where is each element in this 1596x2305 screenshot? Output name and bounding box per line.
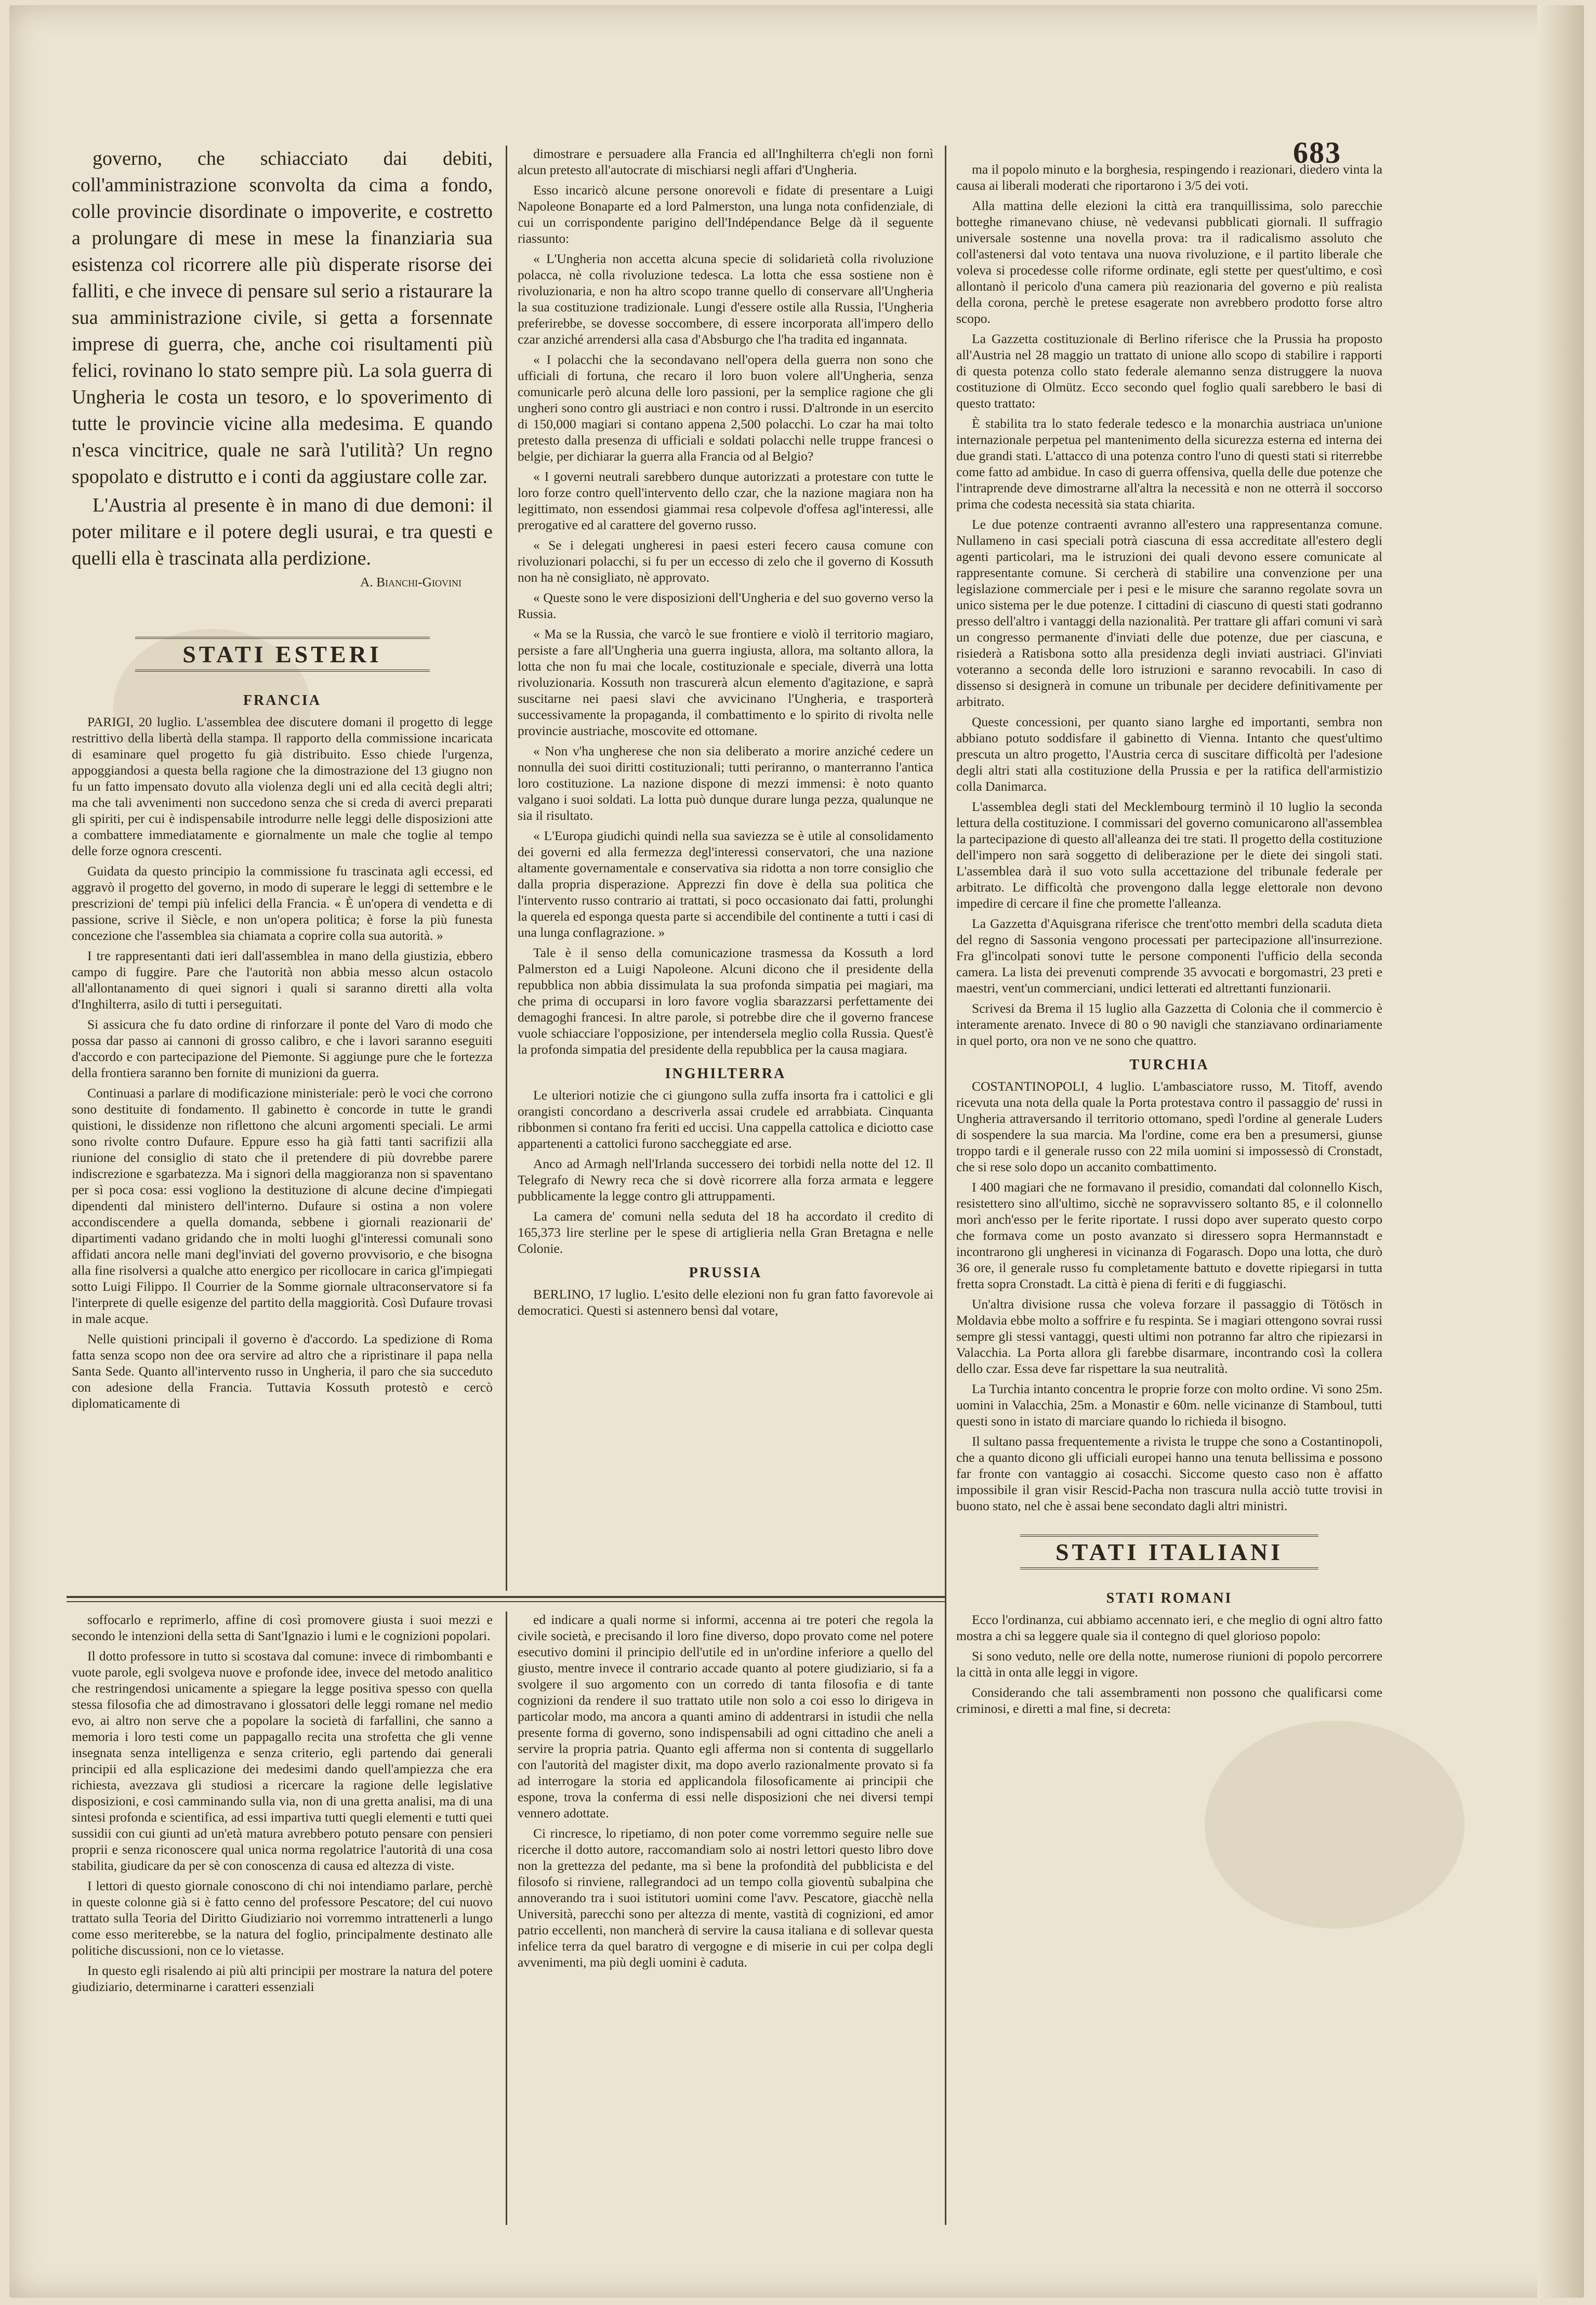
article-signature: A. Bianchi-Giovini (360, 574, 461, 590)
paragraph: La Gazzetta costituzionale di Berlino riferisce che la Prussia ha proposto all'Austria nel 28 maggio un trattato di unione allo scopo di stabilire i rapporti di questa potenza collo stato federale alemanno senza distruggere la nuova costituzione di Olmütz. Ecco secondo quel foglio quali sarebbero le basi di questo trattato: (956, 331, 1382, 411)
paragraph: Alla mattina delle elezioni la città era tranquillissima, solo parecchie botteghe rimanevano chiuse, nè vedevansi pubblicati giornali. Il suffragio universale sostenne una novella prova: tra il radicalismo assoluto che coll'astenersi dal voto tentava una nuova rivoluzione, e il partito liberale che voleva si procedesse colle riforme ordinate, egli stette per quest'ultimo, e così allontanò il pericolo d'una camera più reazionaria del governo e più realista della corona, perchè le pretese esagerate non avrebbero prodotto forse altro scopo. (956, 198, 1382, 326)
subtitle-stati-romani: STATI ROMANI (1106, 1590, 1233, 1606)
column-3 (956, 161, 1382, 2235)
paragraph: Si assicura che fu dato ordine di rinforzare il ponte del Varo di modo che possa dar passo ai cannoni di grosso calibro, e che i lavori saranno eseguiti d'accordo e con partecipazione del Piemonte. Si aggiunge pure che le fortezza della frontiera saranno ben fornite di munizioni da guerra. (72, 1017, 493, 1080)
paragraph: Anco ad Armagh nell'Irlanda successero dei torbidi nella notte del 12. Il Telegrafo di Newry reca che si dovè ricorrere alla forza armata e leggere pubblicamente la legge contro gli attruppamenti. (518, 1156, 933, 1203)
paragraph: La Gazzetta d'Aquisgrana riferisce che trent'otto membri della scaduta dieta del regno di Sassonia vengono processati per partecipazione all'insurrezione. Fra gl'incolpati sonovi tutte le persone componenti l'ufficio della seconda camera. La lista dei prevenuti comprende 35 avvocati e borgomastri, 23 preti e maestri, vent'un commerciani, undici letterati ed altrettanti funzionarii. (956, 916, 1382, 996)
paragraph: « Queste sono le vere disposizioni dell'Ungheria e del suo governo verso la Russia. (518, 590, 933, 621)
paragraph: Nelle quistioni principali il governo è d'accordo. La spedizione di Roma fatta senza scopo non dee ora servire ad altro che a ripristinare il papa nella Santa Sede. Quanto all'intervento russo in Ungheria, il paro che sia succeduto con adesione della Francia. Tuttavia Kossuth protestò e cercò diplomaticamente di (72, 1331, 493, 1411)
subtitle-inghilterra: INGHILTERRA (665, 1066, 786, 1082)
paragraph: In questo egli risalendo ai più alti principii per mostrare la natura del potere giudiziario, determinarne i caratteri essenziali (72, 1963, 493, 1994)
paragraph: Scrivesi da Brema il 15 luglio alla Gazzetta di Colonia che il commercio è interamente arenato. Invece di 80 o 90 navigli che stanziavano ordinariamente in quel porto, ora non ve ne sono che quattro. (956, 1001, 1382, 1048)
paragraph: ed indicare a quali norme si informi, accenna ai tre poteri che regola la civile società, e precisando il loro fine diverso, dopo provato come nel potere esecutivo domini il principio dell'utile ed in un'ordine inferiore a quello del giusto, mentre invece il contrario accade quanto al potere giudiziario, si fa a svolgere il suo argomento con un corredo di tanta filosofia e di tante cognizioni da rendere il suo trattato utile non solo a coi esso lo dirigeva in particolar modo, ma ancora a quanti amino di addentrarsi in istudii che nella presente forma di governo, sono indispensabili ad ogni cittadino che aneli a servire la propria patria. Quanto egli afferma non si contenta di suggellarlo con l'autorità del magister dixit, ma dopo averlo razionalmente provato si fa ad interrogare la storia ed applicandola filosoficamente ai principii che espone, trova la conferma di essi nelle disposizioni che nei diversi tempi vennero adottate. (518, 1612, 933, 1821)
paragraph: I 400 magiari che ne formavano il presidio, comandati dal colonnello Kisch, resistettero sino all'ultimo, sicchè ne sopravvissero soltanto 85, e il colonnello morì anch'esso per le ferite riportate. I russi dopo aver superato questo corpo che formava come un posto avanzato si diressero sopra Hermannstadt e incontrarono gli ungheresi in vicinanza di Fogarasch. Dopo una lotta, che durò 36 ore, il generale russo fu completamente battuto e dovette ripiegarsi in tutta fretta sopra Cronstadt. La città è piena di feriti e di fuggiaschi. (956, 1180, 1382, 1291)
paragraph: dimostrare e persuadere alla Francia ed all'Inghilterra ch'egli non fornì alcun pretesto all'autocrate di mischiarsi negli affari d'Ungheria. (518, 146, 933, 177)
feuilleton-left (72, 1612, 493, 2230)
paragraph: Un'altra divisione russa che voleva forzare il passaggio di Tötösch in Moldavia ebbe molto a soffrire e fu respinta. Se i magiari ottengono sovrai russi sempre gli stessi vantaggi, questi ultimi non potranno far altro che ripiezarsi in Valacchia. La Porta allora gli farebbe disarmare, incontrando così la collera dello czar. Essa deve far rispettare la sua neutralità. (956, 1296, 1382, 1376)
paragraph: Tale è il senso della comunicazione trasmessa da Kossuth a lord Palmerston ed a Luigi Napoleone. Alcuni dicono che il presidente della repubblica non abbia dissimulata la sua profonda simpatia pei magiari, ma che prima di occuparsi in loro favore voglia sbarazzarsi perfettamente dei demagoghi francesi. In altre parole, si potrebbe dire che il governo francese vuole schiacciare l'opposizione, per intendersela meglio colla Russia. Quest'è la profonda simpatia del presidente della repubblica per la causa magiara. (518, 945, 933, 1057)
opening-article (72, 146, 493, 572)
paragraph: COSTANTINOPOLI, 4 luglio. L'ambasciatore russo, M. Titoff, avendo ricevuta una nota della quale la Porta protestava contro il passaggio de' russi in Ungheria attraversando il territorio ottomano, spedì l'ordine al generale Luders di sospendere la sua marcia. Ma l'ordine, come era ben a presumersi, giunse troppo tardi e il generale russo con 22 mila uomini si impossessò di Cronstadt, che si rese solo dopo un accanito combattimento. (956, 1079, 1382, 1174)
paragraph: Ci rincresce, lo ripetiamo, di non poter come vorremmo seguire nelle sue ricerche il dotto autore, raccomandiam solo ai nostri lettori questo libro dove non la grettezza del pedante, ma sì bene la profondità del pubblicista e del filosofo si rinviene, rallegrandoci ad un tempo colla gioventù subalpina che annoverando tra i suoi istitutori uomini come l'avv. Pescatore, giacchè nella Università, parecchi sono per altezza di mente, vastità di cognizioni, ed amor patrio eccellenti, non mancherà di servire la causa italiana e di sollevar questa infelice terra da quel baratro di vergogne e di miserie in cui per colpa degli avvenimenti, ma più degli uomini è caduta. (518, 1826, 933, 1970)
paragraph: « Non v'ha ungherese che non sia deliberato a morire anziché cedere un nonnulla dei suoi diritti costituzionali; tutti periranno, o manterranno l'antica loro costituzione. La nazione dispone di mezzi immensi: è noto quanto valgano i suoi soldati. La lotta può dunque durare lunga pezza, qualunque ne sia il risultato. (518, 743, 933, 823)
paragraph: PARIGI, 20 luglio. L'assemblea dee discutere domani il progetto di legge restrittivo della libertà della stampa. Il rapporto della commissione incaricata di esaminare quel progetto fu già distribuito. Esso chiede l'urgenza, appoggiandosi a questa bella ragione che la dimostrazione del 13 giugno non fu un fatto impensato dovuto alla violenza degli uni ed alla cecità degli altri; ma che tali avvenimenti non succedono senza che si creda di averci preparati gli spiriti, per cui è indispensabile introdurre nelle leggi delle disposizioni atte a combattere immediatamente e giornalmente un male che toglie al tempo delle forze ognora crescenti. (72, 714, 493, 858)
page-edge (1537, 5, 1584, 2298)
column-divider (506, 1612, 507, 2225)
section-title-stati-esteri: STATI ESTERI (72, 637, 493, 672)
column-divider (945, 146, 946, 2225)
column-1 (72, 146, 493, 1586)
paragraph: ma il popolo minuto e la borghesia, respingendo i reazionari, diedero vinta la causa ai liberali moderati che riportarono i 3/5 dei voti. (956, 162, 1382, 193)
paragraph: « Ma se la Russia, che varcò le sue frontiere e violò il territorio magiaro, persiste a fare all'Ungheria una guerra ingiusta, allora, ma soltanto allora, la lotta che non fu mai che locale, costituzionale e speciale, diverrà una lotta rivoluzionaria. Kossuth non trascurerà alcun elemento d'agitazione, e saprà suscitarne nei paesi slavi che avvicinano l'Ungheria, e trasporterà successivamente la propaganda, il combattimento e lo spirito di rivolta nelle provincie austriache, moscovite ed ottomane. (518, 626, 933, 738)
page-number: 683 (1293, 136, 1341, 169)
paragraph: BERLINO, 17 luglio. L'esito delle elezioni non fu gran fatto favorevole ai democratici. Questi si astennero bensì dal votare, (518, 1287, 933, 1318)
newspaper-page (9, 5, 1584, 2298)
paragraph: Si sono veduto, nelle ore della notte, numerose riunioni di popolo percorrere la città in onta alle leggi in vigore. (956, 1648, 1382, 1680)
paragraph: « L'Ungheria non accetta alcuna specie di solidarietà colla rivoluzione polacca, nè colla rivoluzione tedesca. La lotta che essa sostiene non è rivoluzionaria, e non ha altro scopo tranne quello di conservare all'Ungheria la sua costituzione tradizionale. Lungi d'essere ostile alla Russia, l'Ungheria preferirebbe, se dovesse soccombere, di essere incorporata all'impero dello czar anziché arrendersi alla casa d'Absburgo che l'ha tradita ed ingannata. (518, 251, 933, 347)
feuilleton-separator (67, 1596, 945, 1598)
section-title-stati-italiani: STATI ITALIANI (956, 1535, 1382, 1569)
paragraph: L'assemblea degli stati del Mecklembourg terminò il 10 luglio la seconda lettura della costituzione. I commissari del governo comunicarono all'assemblea la partecipazione di questo all'alleanza dei tre stati. Il progetto della costituzione dell'impero non sarà soggetto di deliberazione per le diete dei singoli stati. L'assemblea darà il suo voto sulla accettazione del tribunale federale per arbitrato. Le difficoltà che provengono dalla legge elettorale non devono impedire di cercare il fine che promette l'alleanza. (956, 799, 1382, 911)
paragraph: « L'Europa giudichi quindi nella sua saviezza se è utile al consolidamento dei governi ed alla fermezza degl'interessi conservatori, che una nazione altamente governamentale e conservativa sia ridotta a non torre consiglio che dalla propria disperazione. Apprezzi fin dove è della sua politica che l'intervento russo contrario ai trattati, si poco occasionato dai fatti, prolunghi la querela ed esponga questa parte si accendibile del continente a tutti i casi di una lunga conflagrazione. » (518, 828, 933, 940)
paragraph: È stabilita tra lo stato federale tedesco e la monarchia austriaca un'unione internazionale perpetua pel mantenimento della sicurezza esterna ed interna dei due grandi stati. L'attacco di una potenza contro l'uno di questi stati si riterrebbe come fatto ad ambidue. In caso di guerra offensiva, quella delle due potenze che l'intraprende deve dimostrarne all'altra la necessità e non ne otterrà il soccorso prima che codesta necessità sia stata chiarita. (956, 416, 1382, 512)
paragraph: « Se i delegati ungheresi in paesi esteri fecero causa comune con rivoluzionari polacchi, si fu per un eccesso di zelo che il governo di Kossuth non ha nè consigliato, nè approvato. (518, 538, 933, 585)
subtitle-prussia: PRUSSIA (689, 1265, 762, 1281)
paragraph: Considerando che tali assembramenti non possono che qualificarsi come criminosi, e diretti a mal fine, si decreta: (956, 1685, 1382, 1716)
paragraph: « I polacchi che la secondavano nell'opera della guerra non sono che ufficiali di fortuna, che recaro il loro buon volere all'Ungheria, senza comunicarle però alcuna delle loro passioni, per la semplice ragione che gli ungheri sono contro gli austriaci e non contro i russi. D'altronde in un esercito di 150,000 magiari si contano appena 2,500 polacchi. Lo czar ha mai tolto pretesto dalla presenza di ufficiali e soldati polacchi nelle truppe francesi o belgie, per dichiarar la guerra alla Francia od al Belgio? (518, 352, 933, 464)
column-divider (506, 146, 507, 1591)
paragraph: « I governi neutrali sarebbero dunque autorizzati a protestare con tutte le loro forze contro quell'intervento dello czar, che la nazione magiara non ha legittimato, non essendosi giammai resa colpevole d'offesa agl'interessi, alle prerogative ed al carattere del governo russo. (518, 469, 933, 532)
paragraph: Queste concessioni, per quanto siano larghe ed importanti, sembra non abbiano potuto soddisfare il gabinetto di Vienna. Intanto che quest'ultimo prescuta un altro progetto, l'Austria cerca di suscitare difficoltà per l'adesione degli altri stati alla costituzione della Prussia e per la ratifica dell'armistizio colla Danimarca. (956, 714, 1382, 794)
paragraph: Il dotto professore in tutto si scostava dal comune: invece di rimbombanti e vuote parole, egli svolgeva nuove e profonde idee, invece del metodo analitico che restringendosi unicamente a spiegare la legge positiva spesso con quella stessa filosofia che ad dimostravano i glossatori delle leggi romane nel medio evo, ai altro non serve che a popolare la società di farfallini, che sanno a memoria i loro testi come un pappagallo recita una strofetta che gli venne insegnata senza intelligenza e senza criterio, egli partendo dai generali principii ed alla esplicazione dei medesimi dando quell'ampiezza che era richiesta, avezzava gli studiosi a ricercare la ragione delle legislative disposizioni, e così camminando sulla via, non di una gretta analisi, ma di una sintesi profonda e scientifica, ad essi impartiva tutti quegli elementi e tutti quei sussidii con cui giunti ad un'età matura avrebbero potuto pensare con pensieri proprii e senza riconoscere qual unica norma regolatrice l'autorità di una cosa stabilita, giudicare da per sè con conoscenza di causa ed altezza di viste. (72, 1648, 493, 1873)
subtitle-turchia: TURCHIA (1129, 1057, 1209, 1073)
paragraph: Le ulteriori notizie che ci giungono sulla zuffa insorta fra i cattolici e gli orangisti concordano a descriverla assai crudele ed arrabbiata. Cinquanta ribbonmen si contano fra feriti ed uccisi. Una cappella cattolica e diciotto case appartenenti a cattolici furono saccheggiate ed arse. (518, 1088, 933, 1151)
feuilleton-middle (518, 1612, 933, 2230)
paragraph: Guidata da questo principio la commissione fu trascinata agli eccessi, ed aggravò il progetto del governo, in modo di superare le leggi di settembre e le prescrizioni de' tempi più infelici della Francia. « È un'opera di vendetta e di passione, scrive il Siècle, e non un'opera politica; è forse la più funesta concezione che l'assemblea sia chiamata a coprire colla sua autorità. » (72, 863, 493, 943)
feuilleton-separator (67, 1601, 945, 1602)
paragraph: governo, che schiacciato dai debiti, coll'amministrazione sconvolta da cima a fondo, colle provincie disordinate o impoverite, e costretto a prolungare di mese in mese la finanziaria sua esistenza col ricorrere alle più disperate risorse dei falliti, e che invece di pensare sul serio a ristaurare la sua amministrazione civile, si getta a forsennate imprese di guerra, che, anche coi risultamenti più felici, rovinano lo stato sempre più. La sola guerra di Ungheria le costa un tesoro, e lo spoverimento di tutte le provincie vicine alla medesima. E quando n'esca vincitrice, quale ne sarà l'utilità? Un regno spopolato e distrutto e i conti da aggiustare colle zar. (72, 148, 493, 488)
column-2 (518, 146, 933, 1586)
paragraph: L'Austria al presente è in mano di due demoni: il poter militare e il potere degli usurai, e tra questi e quelli ella è trascinata alla perdizione. (72, 494, 493, 569)
paragraph: La Turchia intanto concentra le proprie forze con molto ordine. Vi sono 25m. uomini in Valacchia, 25m. a Monastir e 60m. nelle vicinanze di Stamboul, tutti questi sono in istato di marciare quando lo richieda il bisogno. (956, 1381, 1382, 1429)
paragraph: I lettori di questo giornale conoscono di chi noi intendiamo parlare, perchè in queste colonne già si è fatto cenno del professore Pescatore; del cui nuovo trattato sulla Teoria del Diritto Giudiziario noi vorremmo intrattenerli a lungo come esso meriterebbe, se la natura del foglio, principalmente destinato alle politiche discussioni, non ce lo vietasse. (72, 1878, 493, 1958)
paragraph: Le due potenze contraenti avranno all'estero una rappresentanza comune. Nullameno in casi speciali potrà ciascuna di essa accreditate all'estero degli agenti particolari, ma le istruzioni dei quali devono essere comunicate al rappresentante comune. Si cercherà di stabilire una convenzione per una legislazione commerciale per i pesi e le misure che saranno regolate sovra un unico sistema per le due potenze. I cittadini di ciascuno di questi stati godranno presso dell'altro i vantaggi della nazionalità. Per trattare gli affari comuni vi sarà un congresso permanente d'inviati delle due potenze, due per ciascuna, e risiederà a Ratisbona sotto alla presidenza degli inviati austriaci. Gl'inviati voteranno a seconda delle loro istruzioni e saranno revocabili. In caso di dissenso si designerà in comune un tribunale per decidere definitivamente per arbitrato. (956, 517, 1382, 709)
paragraph: Esso incaricò alcune persone onorevoli e fidate di presentare a Luigi Napoleone Bonaparte ed a lord Palmerston, una lunga nota confidenziale, di cui un corrispondente parigino dell'Indépendance Belge dà il seguente riassunto: (518, 182, 933, 246)
subtitle-francia: FRANCIA (243, 692, 322, 709)
paragraph: Ecco l'ordinanza, cui abbiamo accennato ieri, e che meglio di ogni altro fatto mostra a chi sa leggere quale sia il contegno di quel glorioso popolo: (956, 1612, 1382, 1643)
paragraph: Il sultano passa frequentemente a rivista le truppe che sono a Costantinopoli, che a quanto dicono gli ufficiali europei hanno una tenuta bellissima e possono far fronte con vantaggio ai cosacchi. Siccome questo caso non è affatto impossibile il gran visir Rescid-Pacha non trascura nulla acciò tutte trovisi in buono stato, nel che è assai bene secondato dagli altri ministri. (956, 1434, 1382, 1513)
paragraph: soffocarlo e reprimerlo, affine di così promovere giusta i suoi mezzi e secondo le intenzioni della setta di Sant'Ignazio i lumi e le cognizioni popolari. (72, 1612, 493, 1643)
paragraph: Continuasi a parlare di modificazione ministeriale: però le voci che corrono sono destituite di fondamento. Il gabinetto è concorde in tutte le grandi quistioni, le dissidenze non riflettono che alcuni argomenti speciali. Le armi sono rivolte contro Dufaure. Eppure esso ha già fatti tanti sacrifizii alla riunione del consiglio di stato che il pretendere di più dovrebbe parere indiscrezione e sgarbatezza. Ma i signori della maggioranza non si spaventano per sì poca cosa: essi vogliono la destituzione di alcune decine d'impiegati dipendenti dal ministero dell'interno. Dufaure si ostina a non volere accondiscendere a quella domanda, sebbene i giornali reazionarii de' dipartimenti vadano gridando che in molti luoghi gl'interessi comunali sono affidati ancora nelle mani degl'inviati del governo provvisorio, e che bisogna alla fine risolversi a qualche atto energico per ricollocare in carica gl'impiegati sotto Luigi Filippo. Il Courrier de la Somme giornale ultraconservatore si fa l'interprete di quelle esigenze del partito della maggiorità. Così Dufaure trovasi in male acque. (72, 1085, 493, 1326)
paragraph: I tre rappresentanti dati ieri dall'assemblea in mano della giustizia, ebbero campo di fuggire. Pare che l'autorità non abbia messo alcun ostacolo all'allontanamento di quei signori i quali si saranno diretti alla volta d'Inghilterra, asilo di tutti i perseguitati. (72, 948, 493, 1012)
paragraph: La camera de' comuni nella seduta del 18 ha accordato il credito di 165,373 lire sterline per le spese di artiglieria nella Gran Bretagna e nelle Colonie. (518, 1209, 933, 1256)
